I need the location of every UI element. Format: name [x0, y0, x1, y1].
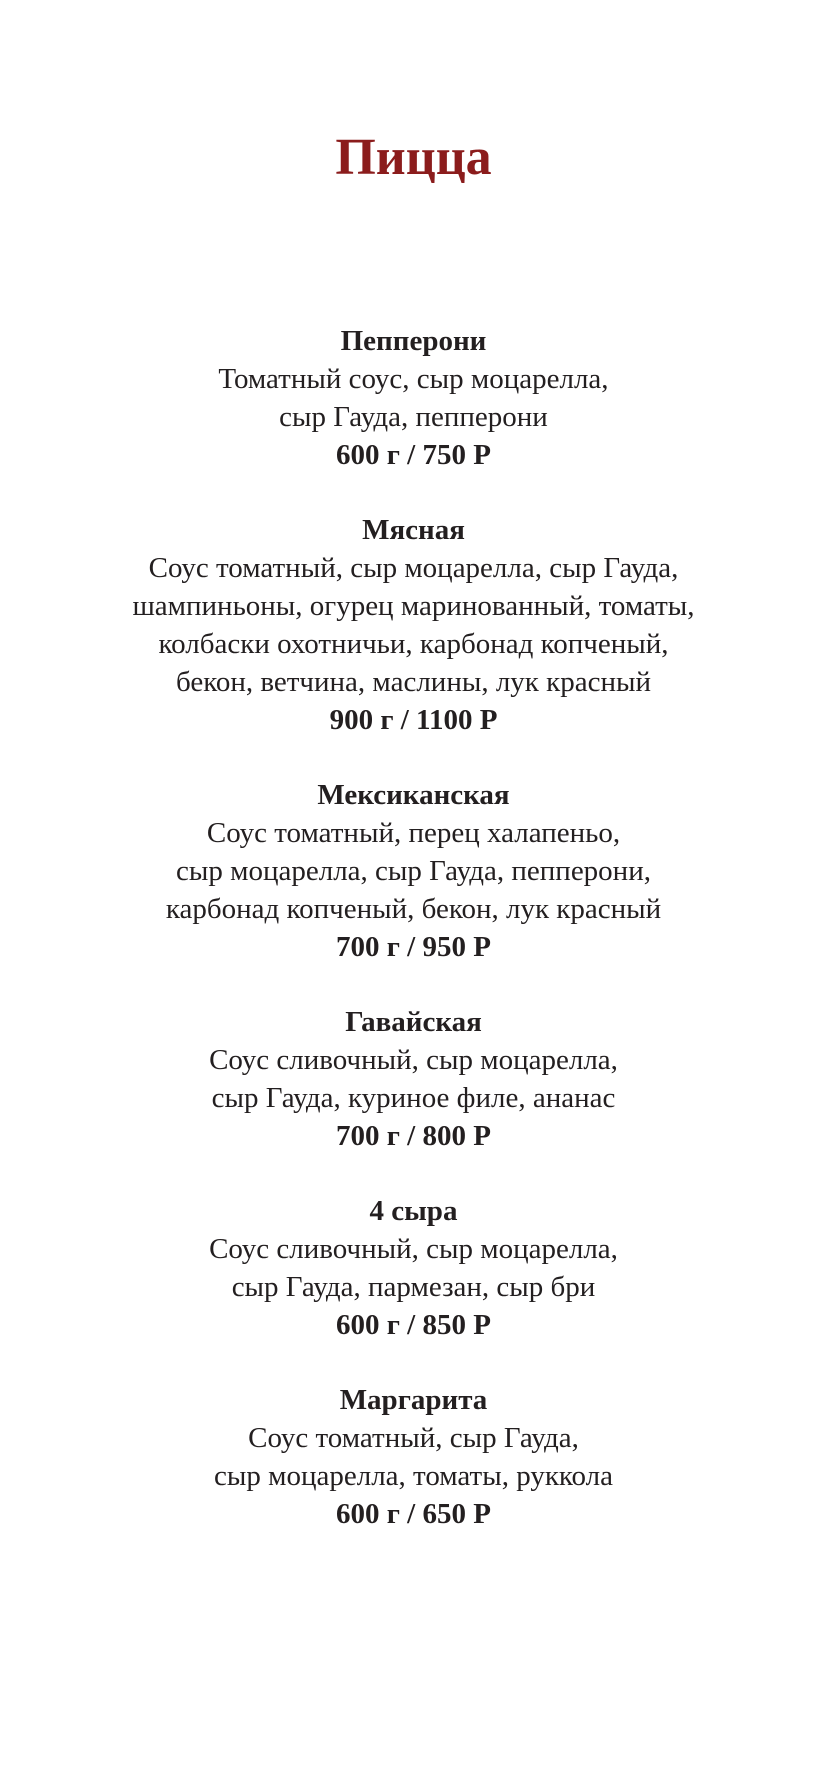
description-line: колбаски охотничьи, карбонад копченый,: [158, 628, 669, 660]
menu-item-4-syra: [0, 1192, 827, 1344]
description-line: сыр Гауда, пепперони: [279, 401, 548, 433]
description-line: карбонад копченый, бекон, лук красный: [165, 893, 662, 925]
item-name: Мясная: [362, 514, 465, 546]
description-line: сыр Гауда, пармезан, сыр бри: [231, 1271, 596, 1303]
description-line: сыр моцарелла, сыр Гауда, пепперони,: [176, 855, 651, 887]
description-line: сыр моцарелла, томаты, руккола: [214, 1460, 613, 1492]
description-line: Соус томатный, перец халапеньо,: [206, 817, 621, 849]
item-price: 700 г / 950 Р: [336, 931, 491, 963]
item-name: Пепперони: [340, 325, 487, 357]
item-description: [0, 814, 827, 928]
item-name: Гавайская: [345, 1006, 482, 1038]
page-title: Пицца: [335, 129, 492, 186]
item-description: [0, 549, 827, 701]
item-name: Маргарита: [339, 1384, 488, 1416]
description-line: сыр Гауда, куриное филе, ананас: [211, 1082, 616, 1114]
description-line: Томатный соус, сыр моцарелла,: [218, 363, 609, 395]
description-line: Соус сливочный, сыр моцарелла,: [209, 1233, 618, 1265]
item-description: [0, 360, 827, 436]
description-line: Соус томатный, сыр Гауда,: [248, 1422, 579, 1454]
item-name: 4 сыра: [369, 1195, 458, 1227]
description-line: бекон, ветчина, маслины, лук красный: [175, 666, 651, 698]
item-price: 600 г / 850 Р: [336, 1309, 491, 1341]
item-price: 600 г / 650 Р: [336, 1498, 491, 1530]
item-price: 700 г / 800 Р: [336, 1120, 491, 1152]
menu-item-pepperoni: [0, 322, 827, 474]
item-description: [0, 1041, 827, 1117]
item-description: [0, 1419, 827, 1495]
description-line: Соус сливочный, сыр моцарелла,: [209, 1044, 618, 1076]
menu-item-gavayskaya: [0, 1003, 827, 1155]
description-line: Соус томатный, сыр моцарелла, сыр Гауда,: [148, 552, 679, 584]
menu-item-meksikanskaya: [0, 776, 827, 966]
menu-list: [0, 322, 827, 1570]
item-description: [0, 1230, 827, 1306]
description-line: шампиньоны, огурец маринованный, томаты,: [132, 590, 695, 622]
item-price: 900 г / 1100 Р: [329, 704, 498, 736]
item-price: 600 г / 750 Р: [336, 439, 491, 471]
menu-item-margarita: [0, 1381, 827, 1533]
menu-item-myasnaya: [0, 511, 827, 739]
item-name: Мексиканская: [317, 779, 510, 811]
